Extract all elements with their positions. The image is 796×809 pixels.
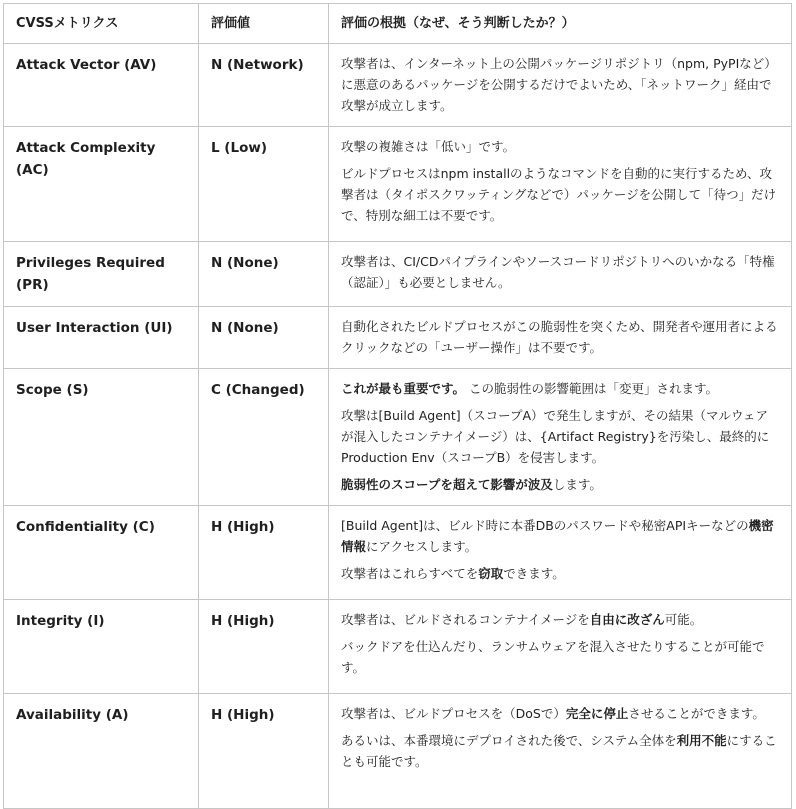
reason-text: 攻撃者は、ビルドプロセスを（DoSで）	[341, 706, 566, 721]
emphasis-text: 利用不能	[676, 733, 727, 748]
reason-text: [Build Agent]は、ビルド時に本番DBのパスワードや秘密APIキーなどの	[341, 518, 749, 533]
metric-name: Confidentiality (C)	[4, 506, 199, 600]
emphasis-text: これが最も重要です。	[341, 381, 466, 396]
emphasis-text: 自由に改ざん	[589, 612, 665, 627]
metric-reason	[329, 369, 792, 506]
reason-text: 自動化されたビルドプロセスがこの脆弱性を突くため、開発者や運用者によるクリックなどの「ユーザー操作」は不要です。	[341, 319, 778, 355]
table-row	[4, 506, 792, 600]
reason-paragraph	[341, 136, 779, 157]
metric-value: N (None)	[199, 242, 329, 307]
table-row	[4, 600, 792, 694]
table-row	[4, 242, 792, 307]
reason-paragraph	[341, 636, 779, 678]
reason-text: させることができます。	[628, 706, 765, 721]
table-body	[4, 44, 792, 809]
reason-text: 攻撃は[Build Agent]（スコープA）で発生しますが、その結果（マルウェアが混入したコンテナイメージ）は、{Artifact Registry}を汚染し、最終的にProduction Env（スコープB）を侵害します。	[341, 408, 770, 465]
metric-value: L (Low)	[199, 127, 329, 242]
reason-text: 攻撃の複雑さは「低い」です。	[341, 139, 516, 154]
header-value: 評価値	[199, 4, 329, 44]
metric-reason	[329, 600, 792, 694]
metric-name: Attack Vector (AV)	[4, 44, 199, 127]
reason-paragraph	[341, 316, 779, 358]
reason-paragraph	[341, 730, 779, 772]
table-row	[4, 307, 792, 369]
reason-text: できます。	[503, 566, 565, 581]
reason-paragraph	[341, 251, 779, 293]
reason-text: この脆弱性の影響範囲は「変更」されます。	[465, 381, 718, 396]
header-metric: CVSSメトリクス	[4, 4, 199, 44]
reason-paragraph	[341, 703, 779, 724]
metric-name: Attack Complexity (AC)	[4, 127, 199, 242]
table-header-row	[4, 4, 792, 44]
table-row	[4, 44, 792, 127]
reason-text: ビルドプロセスはnpm installのようなコマンドを自動的に実行するため、攻撃者は（タイポスクワッティングなどで）パッケージを公開して「待つ」だけで、特別な細工は不要です。	[341, 166, 777, 223]
reason-paragraph	[341, 474, 779, 495]
emphasis-text: 窃取	[478, 566, 504, 581]
reason-text: バックドアを仕込んだり、ランサムウェアを混入させたりすることが可能です。	[341, 639, 765, 675]
table-row	[4, 694, 792, 809]
reason-text: します。	[552, 477, 602, 492]
cvss-metrics-table	[3, 3, 792, 809]
reason-text: 攻撃者は、CI/CDパイプラインやソースコードリポジトリへのいかなる「特権（認証）」も必要としません。	[341, 254, 775, 290]
reason-paragraph	[341, 163, 779, 226]
reason-text: 攻撃者はこれらすべてを	[341, 566, 479, 581]
reason-paragraph	[341, 563, 779, 584]
metric-reason	[329, 44, 792, 127]
emphasis-text: 機密情報	[341, 518, 774, 554]
reason-paragraph	[341, 515, 779, 557]
metric-value: N (None)	[199, 307, 329, 369]
metric-reason	[329, 127, 792, 242]
metric-name: User Interaction (UI)	[4, 307, 199, 369]
reason-text: 可能。	[664, 612, 703, 627]
reason-text: 攻撃者は、ビルドされるコンテナイメージを	[341, 612, 590, 627]
table-row	[4, 127, 792, 242]
metric-name: Availability (A)	[4, 694, 199, 809]
reason-paragraph	[341, 405, 779, 468]
reason-text: にアクセスします。	[366, 539, 478, 554]
metric-name: Integrity (I)	[4, 600, 199, 694]
reason-paragraph	[341, 609, 779, 630]
reason-text: 攻撃者は、インターネット上の公開パッケージリポジトリ（npm, PyPIなど）に悪意のあるパッケージを公開するだけでよいため、「ネットワーク」経由で攻撃が成立します。	[341, 56, 777, 113]
metric-reason	[329, 694, 792, 809]
metric-value: N (Network)	[199, 44, 329, 127]
metric-reason	[329, 242, 792, 307]
metric-value: H (High)	[199, 600, 329, 694]
metric-name: Privileges Required (PR)	[4, 242, 199, 307]
reason-paragraph	[341, 378, 779, 399]
reason-paragraph	[341, 53, 779, 116]
emphasis-text: 脆弱性のスコープを超えて影響が波及	[341, 477, 553, 492]
emphasis-text: 完全に停止	[565, 706, 629, 721]
metric-name: Scope (S)	[4, 369, 199, 506]
table-row	[4, 369, 792, 506]
metric-reason	[329, 506, 792, 600]
metric-reason	[329, 307, 792, 369]
header-reason: 評価の根拠（なぜ、そう判断したか？）	[329, 4, 792, 44]
reason-text: あるいは、本番環境にデプロイされた後で、システム全体を	[341, 733, 677, 748]
reason-text: にすることも可能です。	[341, 733, 777, 769]
metric-value: H (High)	[199, 694, 329, 809]
metric-value: H (High)	[199, 506, 329, 600]
metric-value: C (Changed)	[199, 369, 329, 506]
